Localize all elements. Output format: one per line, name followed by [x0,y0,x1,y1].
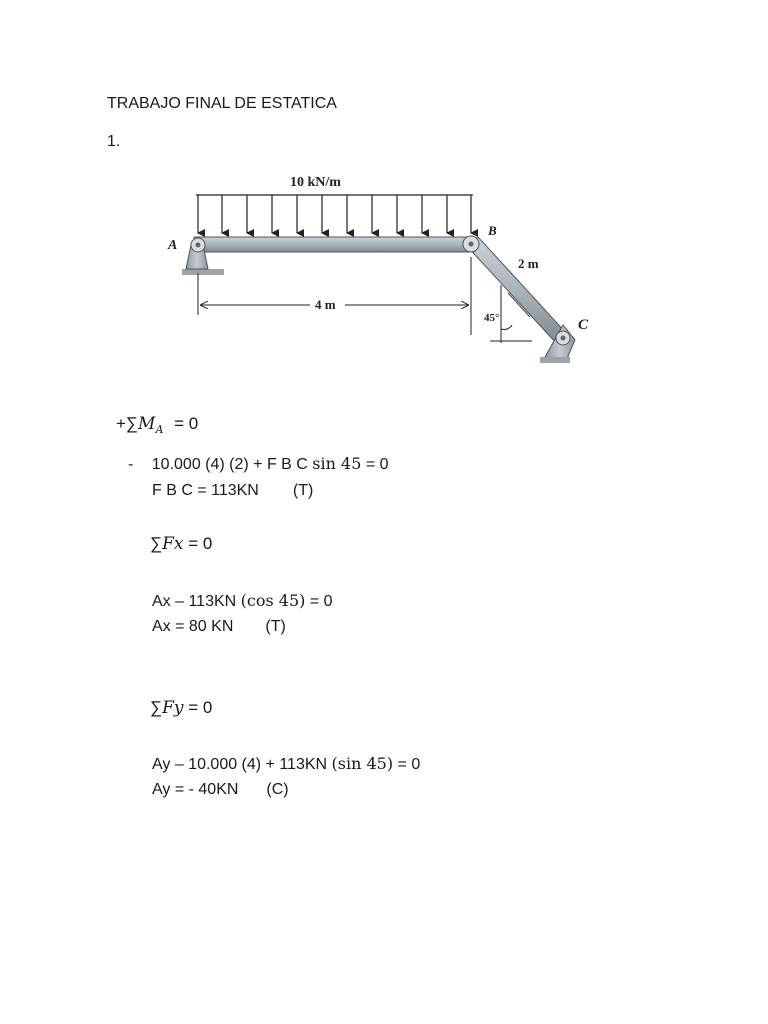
equation-line-4 [152,618,286,636]
eq3-text-b: = 0 [305,593,333,610]
equation-line-3 [152,591,333,611]
moment-subscript: A [155,423,164,436]
moment-equation [116,414,198,434]
eq4-text: Ax = 80 KN [152,618,234,635]
eq6-tag: (C) [266,781,289,798]
problem-number: 1. [107,133,121,150]
list-dash: - [128,456,134,473]
eq1-text-a: 10.000 (4) (2) + F B C [151,456,313,473]
span-label: 4 m [315,297,336,312]
equation-line-5 [152,754,420,774]
eq6-text: Ay = - 40KN [152,781,239,798]
fy-rhs: = 0 [183,698,213,717]
point-a-label: A [168,238,178,253]
moment-symbol: M [138,414,156,434]
fy-symbol: Fy [162,698,184,718]
point-b-label: B [488,223,497,238]
beam-ab [194,237,474,252]
eq5-text-b: = 0 [393,756,421,773]
link-length-label: 2 m [518,256,539,271]
eq3-text-a: Ax – 113KN [152,593,241,610]
fy-equation [150,698,212,718]
eq3-fn: (cos 45) [240,591,306,610]
fx-symbol: Fx [162,534,184,554]
equation-line-2 [152,482,313,500]
distributed-load [196,195,473,233]
eq5-fn: (sin 45) [331,754,394,773]
fx-rhs: = 0 [183,534,213,553]
eq1-text-b: = 0 [361,456,389,473]
page-title: TRABAJO FINAL DE ESTATICA [107,95,337,112]
fx-equation [150,534,212,554]
eq1-fn: sin 45 [312,454,362,473]
equation-line-1 [128,454,389,474]
eq2-text: F B C = 113KN [152,482,259,499]
eq4-tag: (T) [265,618,286,635]
equation-line-6 [152,781,289,799]
moment-rhs: = 0 [169,414,199,433]
fy-sigma: ∑ [150,698,163,717]
link-bc [466,237,568,343]
load-label: 10 kN/m [290,175,341,190]
beam-diagram [160,165,600,395]
moment-prefix: +∑ [116,414,139,433]
angle-label: 45° [484,312,500,324]
eq2-tag: (T) [292,482,314,499]
fx-sigma: ∑ [150,534,163,553]
point-c-label: C [578,317,589,333]
span-dimension [198,257,471,335]
eq5-text-a: Ay – 10.000 (4) + 113KN [152,756,332,773]
pin-b [463,236,479,252]
